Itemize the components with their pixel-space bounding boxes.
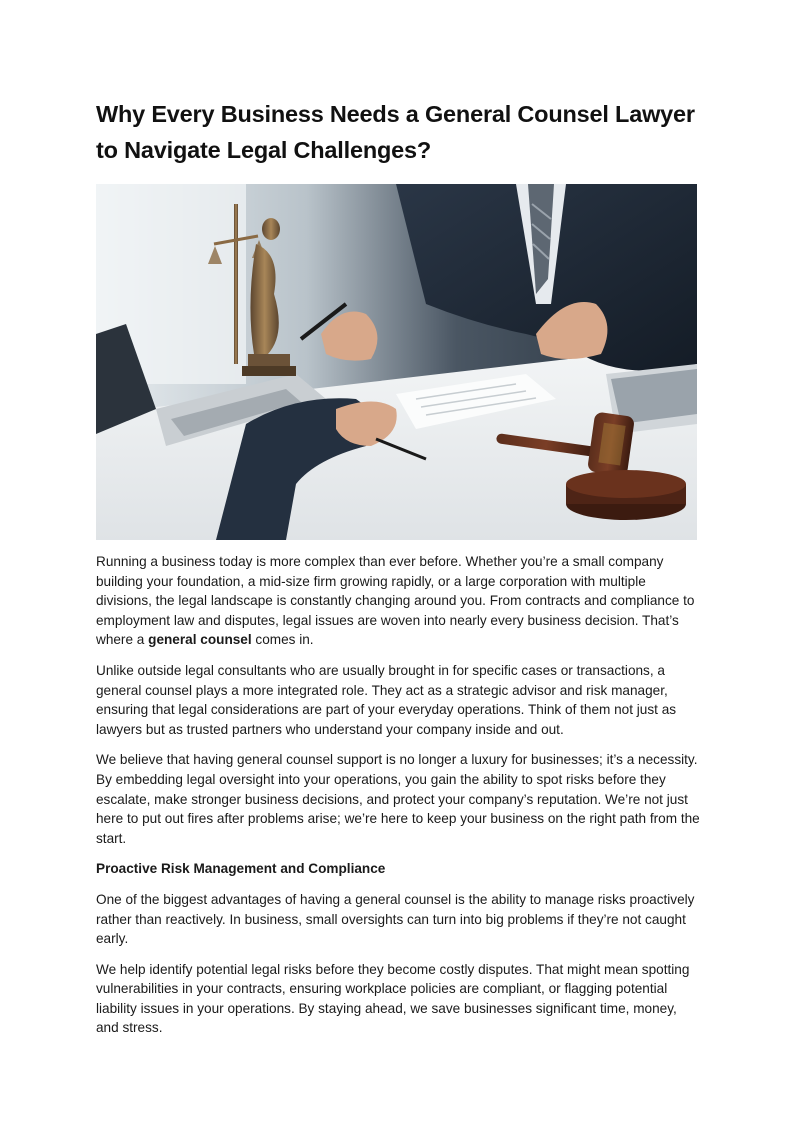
section-heading-risk: Proactive Risk Management and Compliance xyxy=(96,861,386,877)
paragraph-role: Unlike outside legal consultants who are usually brought in for specific cases or transactions, a general counsel plays a more integrated role. They act as a strategic advisor and risk manager, ensuring that legal considerations are part of your everyday operations. Think of them not just as lawyers but as trusted partners who understand your company inside and out. xyxy=(96,662,677,737)
title-line-2: to Navigate Legal Challenges? xyxy=(96,137,432,163)
title-line-1: Why Every Business Needs a General Counsel Lawyer xyxy=(96,101,695,127)
hero-photo xyxy=(96,184,697,540)
article-body xyxy=(96,552,700,1038)
general-counsel-term: general counsel xyxy=(148,632,252,648)
paragraph-necessity: We believe that having general counsel support is no longer a luxury for businesses; it’s a necessity. By embedding legal oversight into your operations, you gain the ability to spot risks before they escalate, make stronger business decisions, and protect your company’s reputation. We’re not just here to put out fires after problems arise; we’re here to keep your business on the right path from the start. xyxy=(96,752,700,846)
article-title xyxy=(96,96,700,168)
paragraph-intro-text: Running a business today is more complex than ever before. Whether you’re a small company building your foundation, a mid-size firm growing rapidly, or a large corporation with multiple divisions, the legal landscape is constantly changing around you. From contracts and compliance to employment law and disputes, legal issues are woven into nearly every business decision. That’s where a xyxy=(96,554,695,648)
paragraph-identify-risks: We help identify potential legal risks before they become costly disputes. That might mean spotting vulnerabilities in your contracts, ensuring workplace policies are compliant, or flagging potential liability issues in your operations. By staying ahead, we save businesses significant time, money, and stress. xyxy=(96,961,690,1036)
document-page xyxy=(96,96,700,1049)
paragraph-intro xyxy=(96,552,700,650)
paragraph-intro-end: comes in. xyxy=(251,632,314,648)
paragraph-proactive: One of the biggest advantages of having a general counsel is the ability to manage risks proactively rather than reactively. In business, small oversights can turn into big problems if they’re not caught early. xyxy=(96,891,695,947)
